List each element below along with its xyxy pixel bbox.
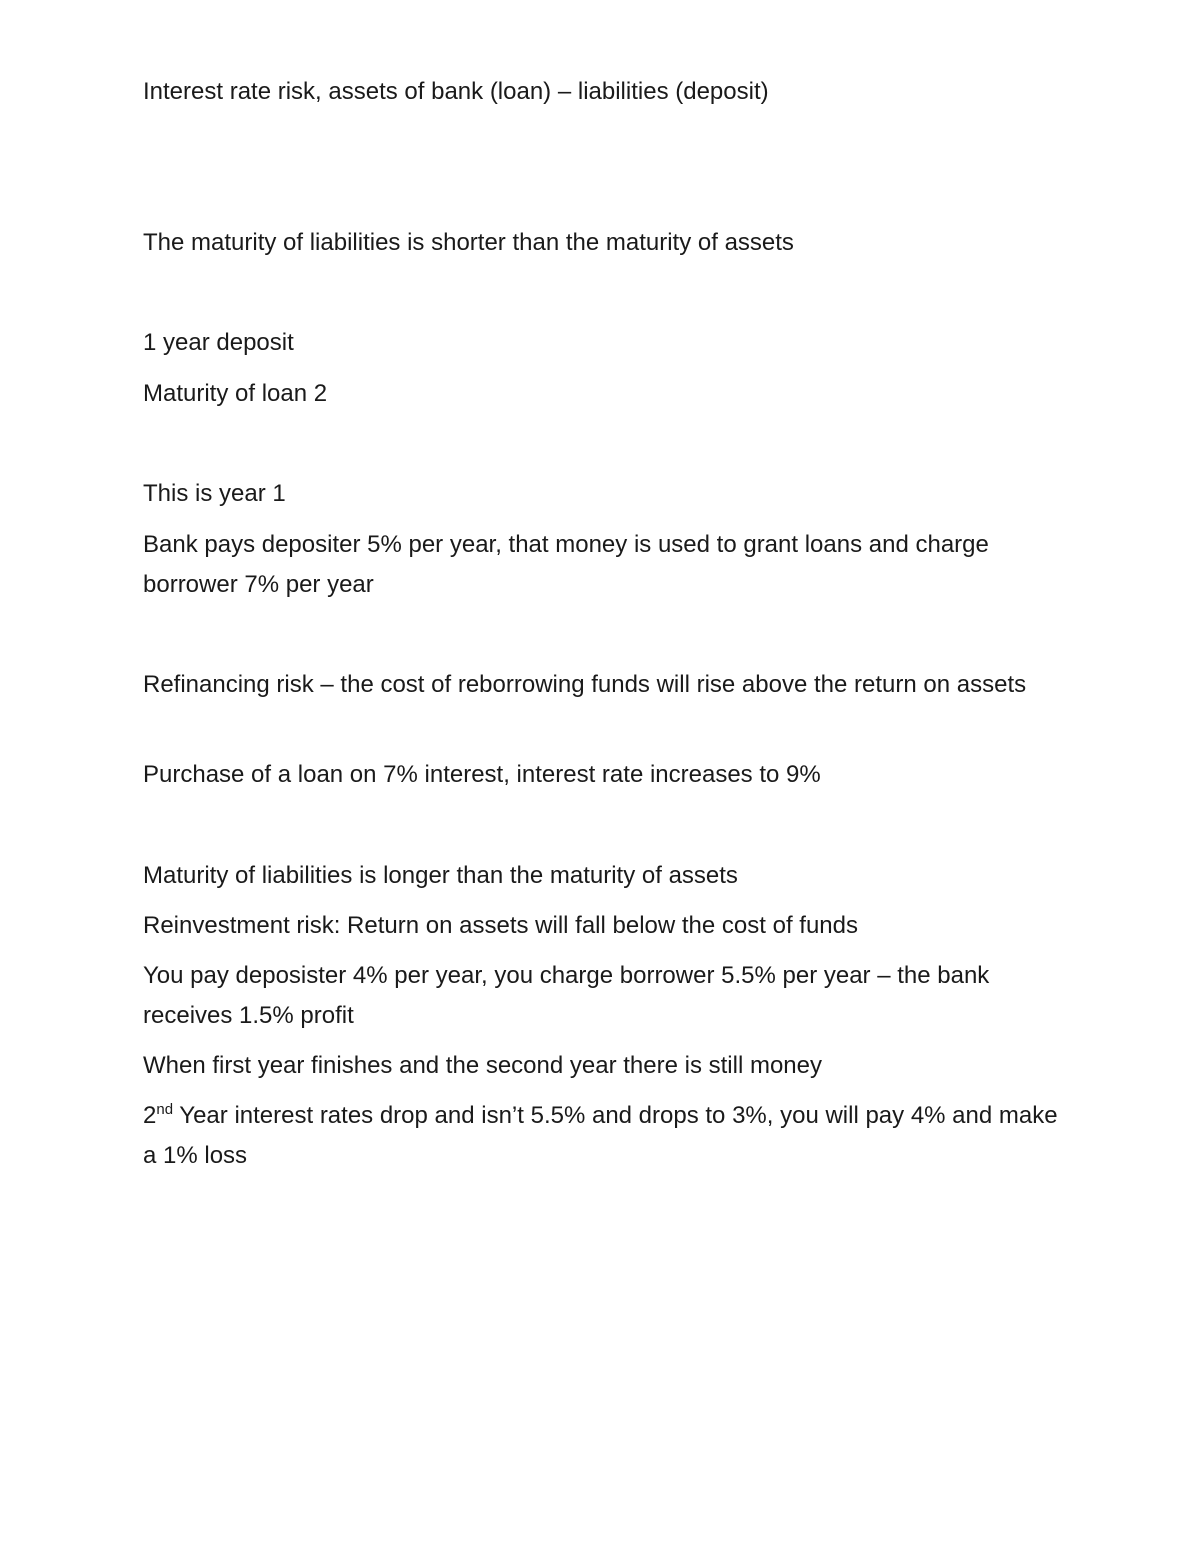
second-year-paragraph [143, 1096, 1073, 1176]
deposit-term: 1 year deposit [143, 329, 294, 356]
reinvestment-risk-definition: Reinvestment risk: Return on assets will fall below the cost of funds [143, 912, 858, 939]
loan-purchase-example: Purchase of a loan on 7% interest, interest rate increases to 9% [143, 761, 821, 788]
loan-maturity: Maturity of loan 2 [143, 380, 328, 407]
second-year-text: Year interest rates drop and isn’t 5.5% and drops to 3%, you will pay 4% and make a 1% loss [143, 1102, 1058, 1169]
maturity-longer-statement: Maturity of liabilities is longer than the maturity of assets [143, 862, 738, 889]
ordinal-suffix: nd [156, 1101, 174, 1118]
maturity-shorter-statement: The maturity of liabilities is shorter than the maturity of assets [143, 229, 794, 256]
second-year-number: 2 [143, 1102, 157, 1129]
refinancing-risk-definition: Refinancing risk – the cost of reborrowing funds will rise above the return on assets [143, 671, 1027, 698]
year-note: This is year 1 [143, 480, 286, 507]
bank-pays-example: Bank pays depositer 5% per year, that money is used to grant loans and charge borrower 7% per year [143, 531, 989, 598]
document-heading: Interest rate risk, assets of bank (loan) – liabilities (deposit) [143, 78, 769, 105]
deposister-example: You pay deposister 4% per year, you charge borrower 5.5% per year – the bank receives 1.5% profit [143, 962, 990, 1029]
first-year-continuation: When first year finishes and the second year there is still money [143, 1052, 822, 1079]
